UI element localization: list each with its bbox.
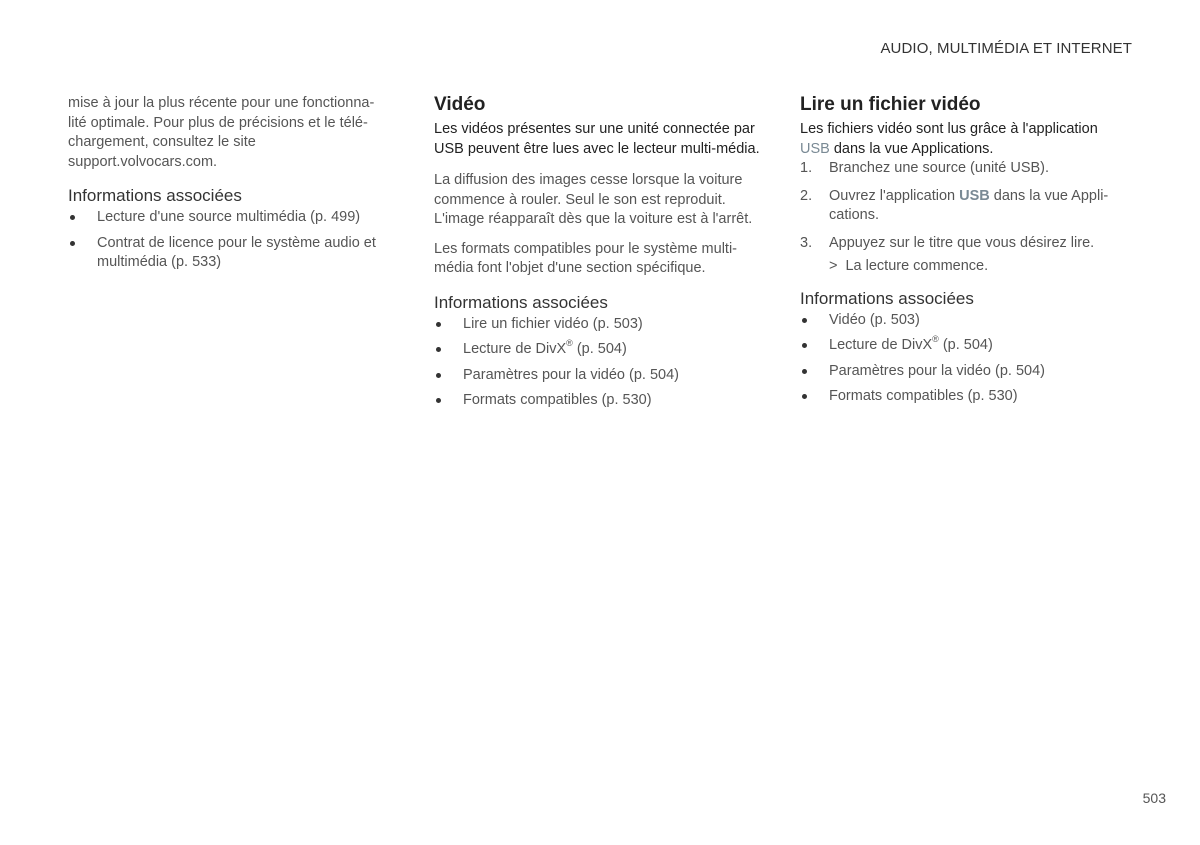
bullet-icon — [436, 398, 441, 403]
related-info-heading: Informations associées — [434, 292, 608, 312]
column-middle — [434, 94, 774, 417]
related-link-label: Formats compatibles (p. 530) — [463, 392, 652, 408]
related-link[interactable] — [434, 391, 774, 411]
related-link[interactable] — [68, 208, 398, 228]
body-paragraph: Les formats compatibles pour le système multi-média font l'objet d'une section spécifique. — [434, 240, 737, 276]
body-paragraph: La diffusion des images cesse lorsque la voiture commence à rouler. Seul le son est reproduit. L'image réapparaît dès que la voiture est à l'arrêt. — [434, 172, 753, 227]
bullet-icon — [802, 394, 807, 399]
related-link-page: (p. 504) — [938, 337, 993, 353]
related-link[interactable] — [800, 387, 1130, 407]
bullet-icon — [436, 373, 441, 378]
intro-paragraph: Les vidéos présentes sur une unité connectée par USB peuvent être lues avec le lecteur multi-média. — [434, 121, 760, 157]
related-link-page: (p. 504) — [572, 341, 627, 357]
step-text: Branchez une source (unité USB). — [829, 160, 1050, 176]
section-header: AUDIO, MULTIMÉDIA ET INTERNET — [880, 40, 1132, 57]
related-link-label: Lecture d'une source multimédia (p. 499) — [97, 209, 361, 225]
section-title-video: Vidéo — [434, 94, 486, 115]
paragraph-line-2: lité optimale. Pour plus de précisions et le télé- — [68, 114, 368, 131]
bullet-icon — [436, 347, 441, 352]
related-link-label: Vidéo (p. 503) — [829, 311, 920, 328]
related-link-label: Contrat de licence pour le système audio et multimédia (p. 533) — [97, 234, 376, 270]
step-item — [800, 234, 1130, 254]
related-link[interactable] — [434, 315, 774, 335]
usb-app-label: USB — [800, 140, 830, 157]
step-number: 1. — [800, 160, 813, 176]
bullet-icon — [802, 369, 807, 374]
step-item — [800, 159, 1130, 179]
related-link-label: Paramètres pour la vidéo (p. 504) — [829, 362, 1045, 379]
related-info-heading: Informations associées — [800, 288, 974, 308]
intro-paragraph — [800, 120, 1130, 159]
registered-mark: ® — [566, 338, 573, 349]
section-title-play-video: Lire un fichier vidéo — [800, 94, 981, 115]
step-text: Ouvrez l'application — [829, 187, 960, 204]
related-link[interactable] — [434, 340, 774, 360]
bullet-icon — [802, 318, 807, 323]
related-link[interactable] — [434, 366, 774, 386]
related-link[interactable] — [68, 234, 398, 273]
continued-paragraph — [68, 94, 398, 172]
paragraph-line-1: mise à jour la plus récente pour une fonctionna- — [68, 95, 375, 111]
registered-mark: ® — [932, 334, 939, 345]
related-link[interactable] — [800, 336, 1130, 356]
step-item — [800, 187, 1129, 226]
step-number: 2. — [800, 187, 813, 204]
bullet-icon — [70, 215, 75, 220]
related-info-heading: Informations associées — [68, 186, 242, 205]
steps-list — [800, 159, 1130, 253]
paragraph-line-4: support.volvocars.com. — [68, 153, 218, 170]
related-link[interactable] — [800, 362, 1130, 382]
related-link-label: Lecture de DivX — [463, 341, 567, 357]
related-link-label: Paramètres pour la vidéo (p. 504) — [463, 366, 679, 383]
bullet-icon — [70, 241, 75, 246]
related-link[interactable] — [800, 311, 1130, 331]
related-info-list — [434, 315, 774, 411]
step-text: Appuyez sur le titre que vous désirez lire. — [829, 234, 1095, 251]
page-number: 503 — [1142, 790, 1166, 806]
result-text: La lecture commence. — [845, 258, 989, 274]
related-link-label: Formats compatibles (p. 530) — [829, 388, 1018, 404]
related-link-label: Lecture de DivX — [829, 337, 933, 353]
paragraph-line-3: chargement, consultez le site — [68, 134, 256, 150]
usb-app-label: USB — [959, 187, 990, 204]
related-info-list — [68, 208, 398, 273]
step-result — [829, 257, 1130, 277]
bullet-icon — [802, 343, 807, 348]
bullet-icon — [436, 322, 441, 327]
column-right — [800, 94, 1130, 413]
related-link-label: Lire un fichier vidéo (p. 503) — [463, 315, 643, 332]
step-text-end: dans la vue Appli-cations. — [829, 187, 1109, 223]
intro-text: Les fichiers vidéo sont lus grâce à l'application — [800, 121, 1098, 137]
related-info-list — [800, 311, 1130, 407]
step-number: 3. — [800, 234, 813, 251]
result-arrow-icon: > — [829, 258, 838, 274]
intro-text-end: dans la vue Applications. — [829, 140, 994, 157]
column-left — [68, 94, 398, 279]
